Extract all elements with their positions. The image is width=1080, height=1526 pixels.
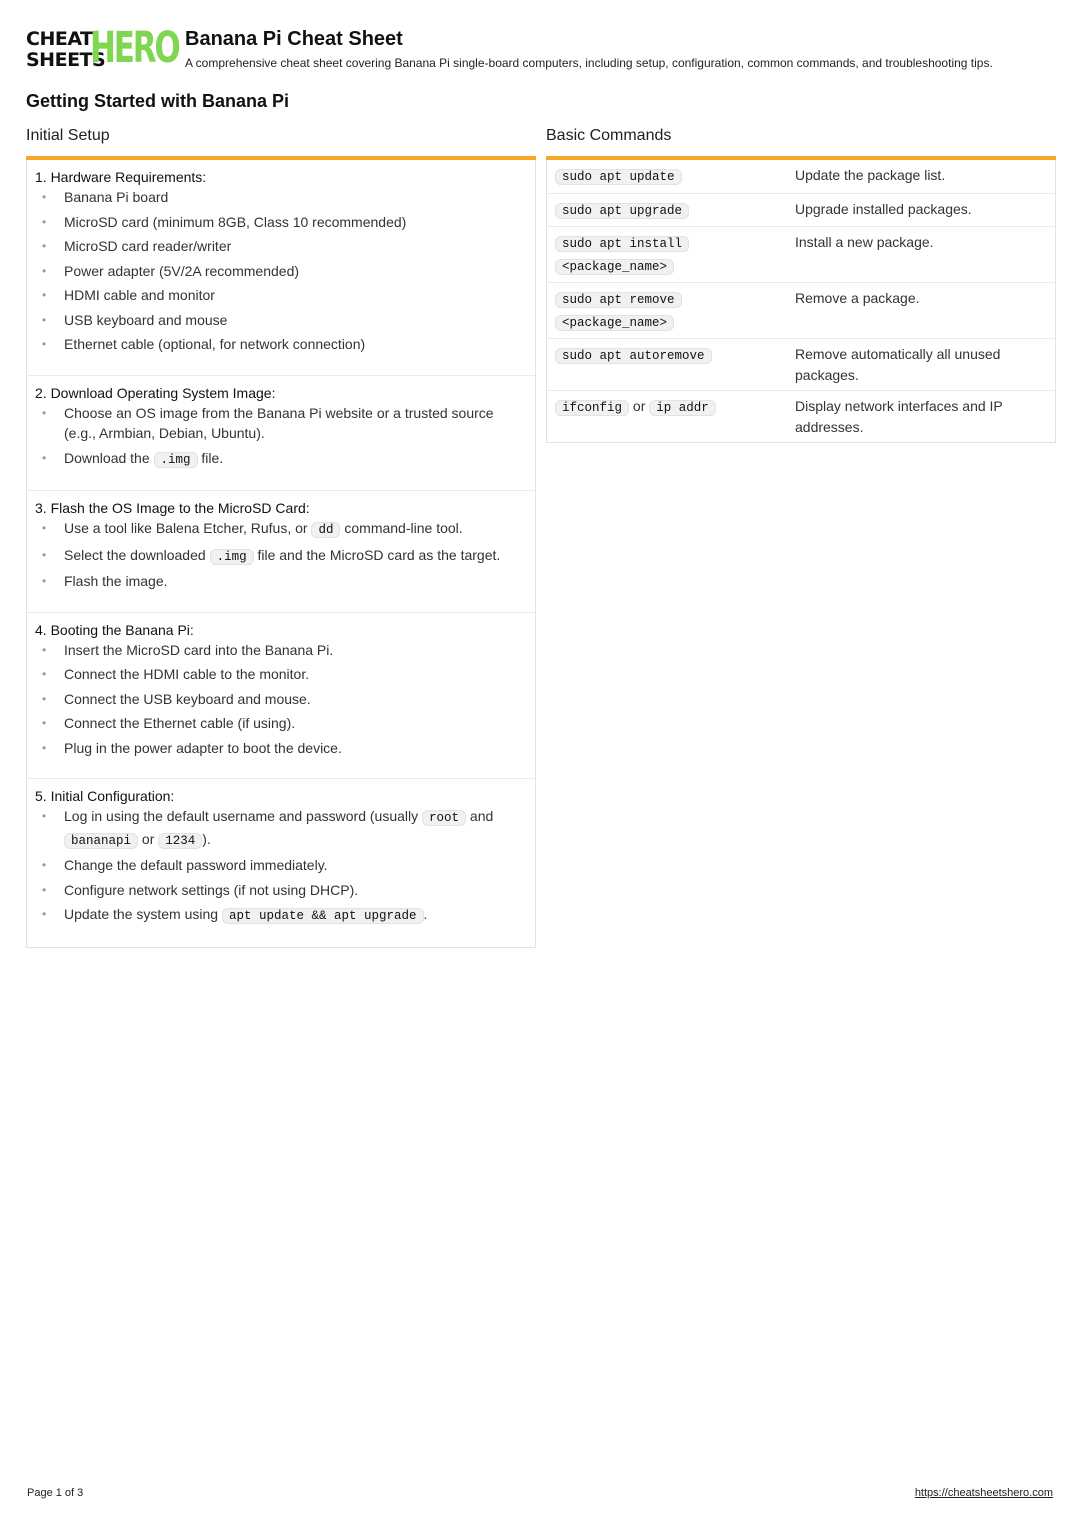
table-row xyxy=(547,227,1055,283)
initial-configuration-block xyxy=(27,778,535,947)
inline-code: <package_name> xyxy=(555,259,674,275)
description-cell: Upgrade installed packages. xyxy=(787,193,1055,227)
list-item: • Connect the Ethernet cable (if using). xyxy=(64,713,527,734)
list-item: • MicroSD card reader/writer xyxy=(64,236,527,257)
inline-code: .img xyxy=(210,549,254,565)
logo-text-hero: HERO xyxy=(90,23,179,73)
command-cell: ifconfig or ip addr xyxy=(547,391,787,443)
flash-list xyxy=(35,518,527,592)
inline-code: apt update && apt upgrade xyxy=(222,908,424,924)
description-cell: Install a new package. xyxy=(787,227,1055,283)
logo-text-cheat: CHEAT xyxy=(26,28,93,50)
block-title: 4. Booting the Banana Pi: xyxy=(35,621,194,638)
section-title: Getting Started with Banana Pi xyxy=(26,91,290,111)
inline-code: sudo apt autoremove xyxy=(555,348,712,364)
booting-block xyxy=(27,612,535,779)
page-header xyxy=(26,23,1056,73)
command-cell xyxy=(547,193,787,227)
inline-code: ip addr xyxy=(649,400,716,416)
description-cell: Update the package list. xyxy=(795,167,946,183)
table-row xyxy=(547,339,1055,391)
page-number: Page 1 of 3 xyxy=(27,1487,84,1499)
table-row xyxy=(547,193,1055,227)
command-cell xyxy=(547,283,787,339)
list-item: • MicroSD card (minimum 8GB, Class 10 recommended) xyxy=(64,212,527,233)
inline-code: sudo apt upgrade xyxy=(555,203,689,219)
basic-commands-heading: Basic Commands xyxy=(546,127,672,144)
basic-commands-column xyxy=(546,126,1056,443)
block-title: 1. Hardware Requirements: xyxy=(35,169,207,185)
logo-text-sheets: SHEETS xyxy=(26,49,106,71)
table-row xyxy=(547,283,1055,339)
inline-code: bananapi xyxy=(64,833,138,849)
list-item: • Choose an OS image from the Banana Pi website or a trusted source (e.g., Armbian, Debian, Ubuntu). xyxy=(64,403,527,444)
list-item: • Download the .img file. xyxy=(64,448,527,471)
list-item: • HDMI cable and monitor xyxy=(64,285,527,306)
commands-table xyxy=(547,160,1055,442)
block-title: 3. Flash the OS Image to the MicroSD Card: xyxy=(35,500,310,516)
inline-code: sudo apt remove xyxy=(555,292,682,308)
inline-code: root xyxy=(422,810,466,826)
list-item: • Power adapter (5V/2A recommended) xyxy=(64,261,527,282)
list-item: • Ethernet cable (optional, for network connection) xyxy=(64,334,527,355)
list-item: • Connect the USB keyboard and mouse. xyxy=(64,689,527,710)
hardware-requirements-block xyxy=(27,160,535,375)
block-title: 5. Initial Configuration: xyxy=(35,788,175,804)
table-row xyxy=(547,160,1055,193)
inline-code: 1234 xyxy=(158,833,202,849)
page-subtitle: A comprehensive cheat sheet covering Banana Pi single-board computers, including setup, configuration, common commands, and troubleshooting tips. xyxy=(185,56,993,70)
initial-setup-column xyxy=(26,126,536,948)
inline-code: dd xyxy=(311,522,340,538)
site-link[interactable]: https://cheatsheetshero.com xyxy=(914,1487,1053,1499)
booting-list xyxy=(35,640,527,759)
list-item: • Configure network settings (if not using DHCP). xyxy=(64,880,527,901)
table-row xyxy=(547,391,1055,443)
command-cell xyxy=(547,227,787,283)
download-os-block xyxy=(27,375,535,491)
list-item: • Insert the MicroSD card into the Banana Pi. xyxy=(64,640,527,661)
hardware-list xyxy=(35,187,527,355)
configuration-list xyxy=(35,806,527,927)
inline-code: sudo apt update xyxy=(555,169,682,185)
cheatsheetshero-logo[interactable] xyxy=(26,23,179,73)
download-list xyxy=(35,403,527,471)
list-item: • Change the default password immediately. xyxy=(64,855,527,876)
command-cell xyxy=(547,339,787,391)
flash-image-block xyxy=(27,490,535,612)
list-item: • Select the downloaded .img file and the MicroSD card as the target. xyxy=(64,545,527,568)
list-item: • Log in using the default username and password (usually root and bananapi or 1234 ). xyxy=(64,806,527,851)
inline-code: sudo apt install xyxy=(555,236,689,252)
page-title: Banana Pi Cheat Sheet xyxy=(185,28,403,50)
list-item: • Use a tool like Balena Etcher, Rufus, or dd command-line tool. xyxy=(64,518,527,541)
list-item: • Plug in the power adapter to boot the device. xyxy=(64,738,527,759)
list-item: • Banana Pi board xyxy=(64,187,527,208)
inline-code: ifconfig xyxy=(555,400,629,416)
block-title: 2. Download Operating System Image: xyxy=(35,384,276,401)
initial-setup-heading: Initial Setup xyxy=(26,127,110,144)
command-cell xyxy=(547,160,787,193)
description-cell: Display network interfaces and IP addresses. xyxy=(787,391,1055,443)
description-cell: Remove a package. xyxy=(787,283,1055,339)
list-item: • Connect the HDMI cable to the monitor. xyxy=(64,664,527,685)
list-item: • USB keyboard and mouse xyxy=(64,310,527,331)
description-cell: Remove automatically all unused packages. xyxy=(787,339,1055,391)
basic-commands-card xyxy=(546,160,1056,443)
inline-code: <package_name> xyxy=(555,315,674,331)
inline-code: .img xyxy=(154,452,198,468)
list-item: • Update the system using apt update && apt upgrade . xyxy=(64,904,527,927)
initial-setup-card xyxy=(26,160,536,948)
list-item: • Flash the image. xyxy=(64,571,527,592)
